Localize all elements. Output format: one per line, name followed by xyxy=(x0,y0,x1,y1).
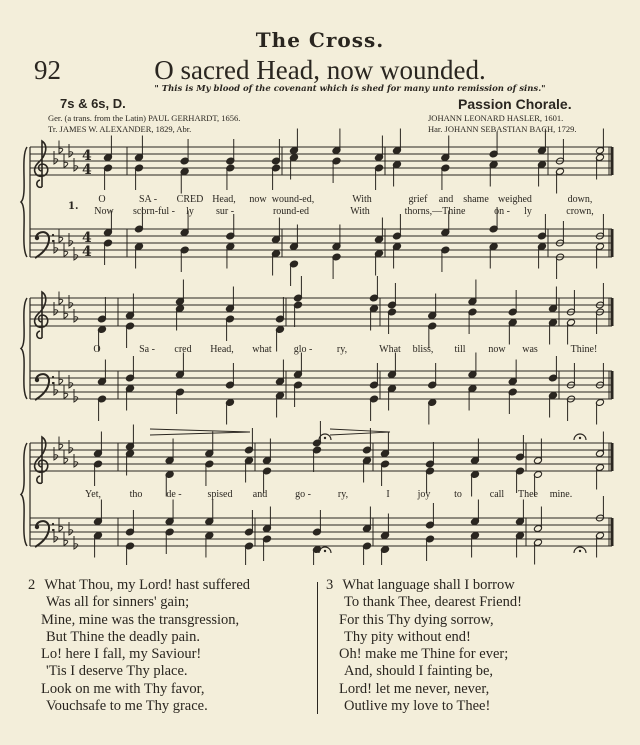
flat-icon xyxy=(54,447,58,460)
bass-clef-dot xyxy=(35,236,39,240)
lyric-syllable: ry, xyxy=(336,344,348,355)
lyric-syllable: sur - xyxy=(215,206,235,217)
stanza-line: Mine, mine was the transgression, xyxy=(41,611,240,628)
time-signature-bottom: 4 xyxy=(82,162,92,178)
lyric-syllable: tho xyxy=(129,489,143,500)
lyric-syllable: With xyxy=(352,194,372,205)
decrescendo-hairpin xyxy=(330,429,390,435)
lyric-syllable: Head, xyxy=(212,194,236,205)
stanza-number: 2 xyxy=(28,577,36,593)
lyric-syllable: O xyxy=(93,344,101,355)
flat-icon xyxy=(54,240,58,253)
lyric-syllable: SA - xyxy=(138,194,158,205)
lyric-syllable: de - xyxy=(166,489,182,500)
fermata-dot xyxy=(579,550,581,552)
lyric-syllable: Thee xyxy=(518,489,538,500)
fermata-dot xyxy=(324,550,326,552)
lyric-syllable: cred xyxy=(174,344,192,355)
hymn-number: 92 xyxy=(34,55,61,85)
flat-icon xyxy=(54,529,58,542)
lyric-syllable: now xyxy=(249,194,267,205)
hymn-title: O sacred Head, now wounded. xyxy=(154,55,486,85)
lyric-syllable: scorn-ful - xyxy=(133,206,175,217)
lyric-syllable: What xyxy=(379,344,401,355)
lyric-syllable: and xyxy=(252,489,268,500)
lyric-syllable: till xyxy=(454,344,466,355)
words-credit-translator: Tr. JAMES W. ALEXANDER, 1829, Abr. xyxy=(48,124,192,134)
stanza-line: Thy pity without end! xyxy=(344,628,471,645)
stanza-line: Vouchsafe to me Thy grace. xyxy=(46,698,208,715)
lyric-syllable: now xyxy=(488,344,506,355)
bass-clef-dot xyxy=(52,376,54,378)
lyric-syllable: shame xyxy=(463,194,489,205)
lyric-syllable: ly xyxy=(186,206,194,217)
lyric-syllable: round-ed xyxy=(272,206,310,217)
lyric-syllable: mine. xyxy=(549,489,573,500)
flat-icon xyxy=(74,454,78,467)
lyric-syllable: weighed xyxy=(498,194,532,205)
flat-icon xyxy=(69,522,73,535)
lyric-syllable: ry, xyxy=(337,489,349,500)
lyric-syllable: Yet, xyxy=(85,489,101,500)
stanza-number: 3 xyxy=(326,577,334,593)
epigraph: " This is My blood of the covenant which is shed for many unto remission of sins." xyxy=(154,84,546,94)
treble-clef-icon xyxy=(35,141,48,187)
stanza-line: Lo! here I fall, my Saviour! xyxy=(41,646,202,663)
lyric-syllable: Head, xyxy=(210,344,234,355)
music-credit-composer: JOHANN LEONARD HASLER, 1601. xyxy=(428,113,564,123)
tune-name: Passion Chorale. xyxy=(458,96,572,112)
flat-icon xyxy=(69,295,73,308)
words-credit-author: Ger. (a trans. from the Latin) PAUL GERHARDT, 1656. xyxy=(48,113,241,123)
stanza-line: Was all for sinners' gain; xyxy=(46,594,190,611)
flat-icon xyxy=(54,382,58,395)
lyric-syllable: ly xyxy=(524,206,532,217)
lyric-syllable: crown, xyxy=(566,206,594,217)
lyric-syllable: O xyxy=(98,194,106,205)
lyric-syllable: was xyxy=(522,344,538,355)
lyric-syllable: spised xyxy=(207,489,233,500)
fermata-dot xyxy=(579,437,581,439)
treble-clef-icon xyxy=(35,437,48,483)
stanza-line: But Thine the deadly pain. xyxy=(46,628,200,645)
bass-clef-dot xyxy=(35,378,39,382)
lyric-syllable: wound-ed, xyxy=(271,194,315,205)
stanza-line: To thank Thee, dearest Friend! xyxy=(344,594,522,611)
crescendo-hairpin xyxy=(150,429,250,435)
lyric-syllable: grief xyxy=(408,194,428,205)
music-credit-harmonizer: Har. JOHANN SEBASTIAN BACH, 1729. xyxy=(428,124,577,134)
flat-icon xyxy=(74,536,78,549)
flat-icon xyxy=(69,233,73,246)
flat-icon xyxy=(74,247,78,260)
flat-icon xyxy=(74,309,78,322)
stanza-line: For this Thy dying sorrow, xyxy=(339,611,494,628)
verse-number: 1. xyxy=(68,201,79,212)
treble-clef-icon xyxy=(35,292,48,338)
flat-icon xyxy=(74,158,78,171)
time-signature-bottom: 4 xyxy=(82,244,92,260)
flat-icon xyxy=(69,144,73,157)
lyric-syllable: joy xyxy=(417,489,431,500)
lyrics-line-3 xyxy=(0,344,640,357)
lyrics-line-2 xyxy=(0,206,640,219)
stanza-line: Lord! let me never, never, xyxy=(339,680,490,697)
lyric-syllable: go - xyxy=(295,489,311,500)
stanza-line: Outlive my love to Thee! xyxy=(344,698,491,715)
meter: 7s & 6s, D. xyxy=(60,96,126,111)
lyric-syllable: With xyxy=(350,206,370,217)
bass-clef-dot xyxy=(35,525,39,529)
time-signature-top: 4 xyxy=(82,148,92,164)
stanza-line: Oh! make me Thine for ever; xyxy=(339,646,509,663)
bass-clef-dot xyxy=(52,234,54,236)
flat-icon xyxy=(69,375,73,388)
lyric-syllable: I xyxy=(386,489,390,500)
lyric-syllable: down, xyxy=(567,194,593,205)
lyric-syllable: call xyxy=(489,489,505,500)
bass-clef-dot xyxy=(52,523,54,525)
flat-icon xyxy=(74,389,78,402)
stanza-divider xyxy=(317,582,318,714)
stanza-line: And, should I fainting be, xyxy=(344,663,494,680)
lyric-syllable: Thine! xyxy=(570,344,598,355)
lyric-syllable: Now xyxy=(94,206,114,217)
section-title: The Cross. xyxy=(255,28,385,52)
stanza-3 xyxy=(326,577,522,715)
fermata-dot xyxy=(324,437,326,439)
stanza-line: 'Tis I deserve Thy place. xyxy=(46,663,188,680)
lyric-syllable: to xyxy=(454,489,462,500)
stanza-2 xyxy=(28,577,250,715)
stanza-line: What Thou, my Lord! hast suffered xyxy=(44,577,251,593)
lyrics-line-4 xyxy=(0,489,640,502)
stanza-line: Look on me with Thy favor, xyxy=(41,680,205,697)
flat-icon xyxy=(69,440,73,453)
lyric-syllable: bliss, xyxy=(412,344,434,355)
lyric-syllable: and xyxy=(438,194,454,205)
flat-icon xyxy=(54,302,58,315)
flat-icon xyxy=(54,151,58,164)
lyric-syllable: what xyxy=(252,344,272,355)
lyric-syllable: thorns,—Thine xyxy=(404,206,466,217)
time-signature-top: 4 xyxy=(82,230,92,246)
lyric-syllable: CRED xyxy=(176,194,204,205)
lyric-syllable: on - xyxy=(494,206,510,217)
lyric-syllable: glo - xyxy=(293,344,313,355)
lyric-syllable: Sa - xyxy=(139,344,155,355)
stanza-line: What language shall I borrow xyxy=(342,577,515,593)
